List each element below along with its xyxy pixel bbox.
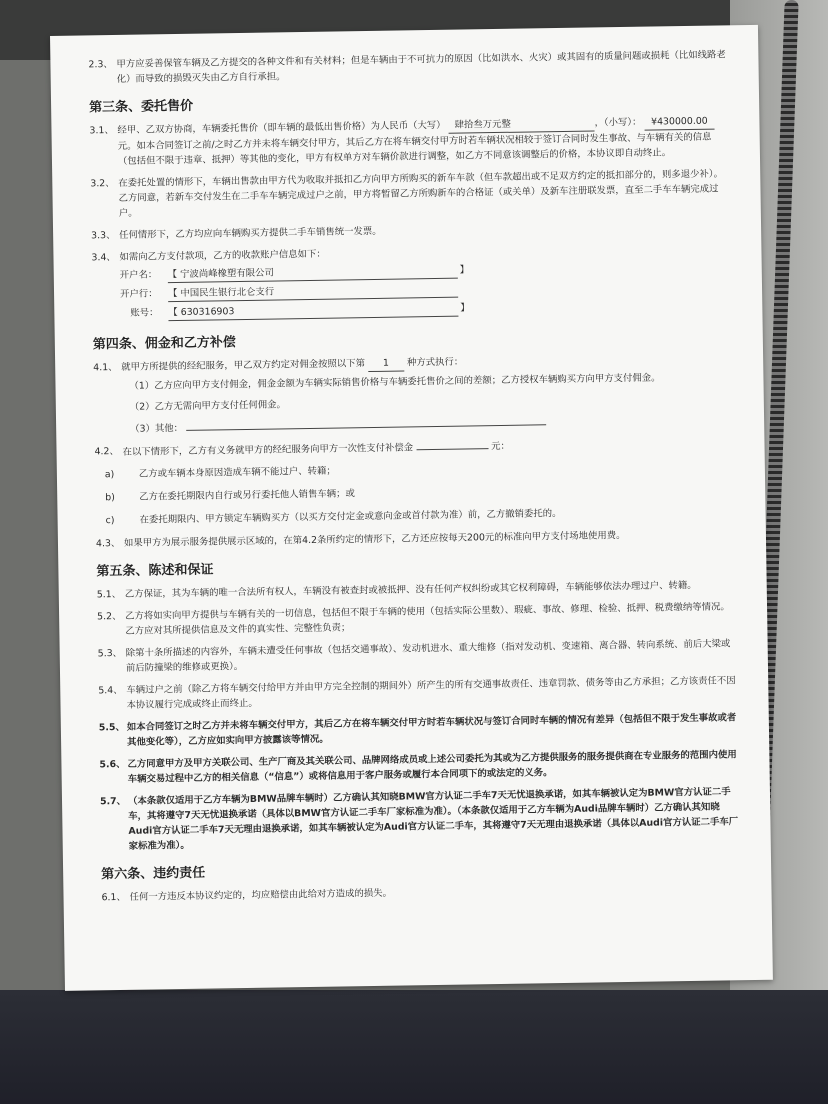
clause-number: 2.3、 — [88, 59, 113, 71]
item-text: 乙方在委托期限内自行或另行委托他人销售车辆；或 — [139, 488, 355, 503]
clause-number: 5.1、 — [96, 588, 122, 601]
clause-text: 除第十条所描述的内容外，车辆未遭受任何事故（包括交通事故）、发动机进水、重大维修（指对发动机、变速箱、离合器、转向系统、前后大梁或前后防撞梁的维修或更换）。 — [125, 638, 731, 674]
compensation-amount-field — [416, 438, 488, 450]
account-number-value: 【 630316903 — [168, 301, 458, 322]
clause-text: 元。如本合同签订之前/之时乙方并未将车辆交付甲方，其后乙方在将车辆交付甲方时若车辆状况相较于签订合同时发生事故、与车辆有关的信息（包括但不限于违章、抵押）等其他的变化，甲方有权单方对车辆价款进行调整，如乙方不同意该调整后的价格，本协议即自动终止。 — [117, 131, 712, 167]
commission-option-2: （2）乙方无需向甲方支付任何佣金。 — [129, 399, 286, 413]
item-text: 乙方或车辆本身原因造成车辆不能过户、转籍； — [138, 465, 336, 480]
account-number-label: 账号： — [130, 307, 159, 319]
clause-4-3 — [96, 526, 736, 551]
clause-4-2-item-c — [96, 503, 736, 528]
clause-text: （本条款仅适用于乙方车辆为BMW品牌车辆时）乙方确认其知晓BMW官方认证二手车7天无忧退换承诺，如其车辆被认定为BMW官方认证二手车，其将遵守7天无忧退换承诺（具体以BMW官方认证二手车厂家标准为准）。（本条款仅适用于乙方车辆为Audi品牌车辆时）乙方确认其知晓Audi官方认证二手车7天无理由退换承诺，如其车辆被认定为Audi官方认证二手车，其将遵守7天无理由退换承诺（具体以Audi官方认证二手车厂家标准为准）。 — [127, 786, 739, 852]
clause-number: 4.2、 — [94, 445, 119, 458]
clause-text: 乙方保证，其为车辆的唯一合法所有权人，车辆没有被查封或被抵押、没有任何产权纠纷或其它权利障碍，车辆能够依法办理过户、转籍。 — [124, 579, 697, 600]
clause-3-1 — [89, 113, 730, 169]
clause-text: 就甲方所提供的经纪服务，甲乙双方约定对佣金按照以下第 — [121, 358, 366, 373]
clause-text: ，（小写）： — [594, 116, 642, 129]
clause-text: 如果甲方为展示服务提供展示区域的，在第4.2条所约定的情形下，乙方还应按每天200元的标准向甲方支付场地使用费。 — [123, 530, 626, 549]
clause-number: 4.3、 — [95, 537, 121, 550]
clause-number: 6.1、 — [101, 891, 126, 904]
clause-5-7 — [100, 784, 741, 854]
clause-text: 种方式执行： — [406, 356, 464, 369]
clause-5-1 — [97, 577, 737, 602]
clause-4-2 — [94, 434, 734, 460]
commission-option-1: （1）乙方应向甲方支付佣金，佣金金额为车辆实际销售价格与车辆委托售价之间的差额；乙方授权车辆购买方向甲方支付佣金。 — [129, 372, 661, 392]
clause-number: 5.6、 — [99, 758, 126, 771]
section-5-title: 第五条、陈述和保证 — [96, 562, 214, 580]
other-blank-line — [186, 414, 546, 431]
clause-number: 4.1、 — [93, 361, 118, 374]
clause-6-1 — [101, 880, 741, 905]
clause-5-3 — [98, 636, 738, 676]
clause-5-2 — [97, 599, 737, 639]
account-name-label: 开户名： — [119, 269, 158, 281]
clause-number: 3.4、 — [91, 251, 116, 264]
section-3-title: 第三条、委托售价 — [89, 98, 194, 116]
clause-text: 任何情形下，乙方均应向车辆购买方提供二手车销售统一发票。 — [119, 225, 382, 241]
clause-5-4 — [98, 673, 738, 713]
clause-4-2-item-a — [95, 457, 735, 482]
clause-5-6 — [99, 747, 739, 787]
item-marker: a) — [104, 469, 115, 481]
clause-text: 甲方应妥善保管车辆及乙方提交的各种文件和有关材料；但是车辆由于不可抗力的原因（比如洪水、火灾）或其固有的质量问题或损耗（比如线路老化）而导致的损毁灭失由乙方自行承担。 — [116, 49, 726, 85]
contract-body — [88, 47, 741, 912]
clause-text: 在委托处置的情形下，车辆出售款由甲方代为收取并抵扣乙方向甲方所购买的新车车款（但车款超出或不足双方约定的抵扣部分的，则多退少补）。乙方同意，若新车交付发生在二手车车辆完成过户之前，甲方将暂留乙方所购新车的合格证（或关单）及新车注册联发票，直至二手车车辆完成过户。 — [118, 168, 724, 219]
clause-text: 元： — [491, 440, 510, 453]
clause-4-2-item-b — [95, 480, 735, 505]
price-words-field: 肆拾叁万元整 — [448, 115, 594, 133]
clause-text: 乙方将如实向甲方提供与车辆有关的一切信息，包括但不限于车辆的使用（包括实际公里数）、瑕疵、事故、修理、检验、抵押、税费缴纳等情况。乙方应对其所提供信息及文件的真实性、完整性负责； — [125, 601, 730, 637]
clause-number: 5.5、 — [98, 721, 125, 734]
clause-text: 如需向乙方支付款项，乙方的收款账户信息如下： — [119, 248, 326, 263]
clause-text: 任何一方违反本协议约定的，均应赔偿由此给对方造成的损失。 — [129, 887, 393, 903]
clause-number: 5.2、 — [97, 610, 122, 623]
item-text: 在委托期限内、甲方锁定车辆购买方（以买方交付定金或意向金或首付款为准）前，乙方撤销委托的。 — [139, 508, 562, 526]
section-6-title: 第六条、违约责任 — [101, 865, 206, 883]
clause-3-3 — [91, 218, 731, 243]
bank-branch-label: 开户行： — [119, 288, 158, 300]
clause-number: 5.4、 — [98, 684, 123, 697]
section-4-title: 第四条、佣金和乙方补偿 — [92, 335, 236, 353]
background-bottom — [0, 990, 828, 1104]
bracket-close: 】 — [459, 264, 470, 276]
clause-text: 经甲、乙双方协商，车辆委托售价（即车辆的最低出售价格）为人民币（大写） — [117, 119, 446, 136]
clause-number: 3.2、 — [90, 178, 115, 190]
item-marker: c) — [105, 515, 115, 527]
item-marker: b) — [105, 492, 115, 504]
clause-text: 乙方同意甲方及甲方关联公司、生产厂商及其关联公司、品牌网络成员或上述公司委托为其或为乙方提供服务的服务提供商在专业服务的范围内使用车辆交易过程中乙方的相关信息（“信息”）或将信息用于客户服务或履行本合同项下的或法定的义务。 — [127, 749, 737, 785]
bracket-close: 】 — [460, 302, 470, 314]
commission-option-field: 1 — [368, 355, 404, 372]
contract-page — [50, 25, 773, 991]
clause-text: 在以下情形下，乙方有义务就甲方的经纪服务向甲方一次性支付补偿金 — [122, 442, 414, 458]
bank-branch-value: 【 中国民生银行北仑支行 — [168, 282, 458, 303]
clause-number: 3.3、 — [91, 229, 116, 242]
clause-number: 5.3、 — [97, 647, 123, 660]
clause-5-5 — [99, 710, 739, 750]
clause-4-1 — [93, 350, 734, 437]
clause-3-2 — [90, 166, 731, 221]
clause-2-3 — [88, 47, 728, 87]
account-name-value: 【 宁波尚峰橡塑有限公司 — [168, 263, 458, 284]
clause-number: 5.7、 — [99, 795, 127, 808]
clause-number: 3.1、 — [89, 125, 114, 137]
commission-option-3: （3）其他： — [130, 422, 184, 435]
price-digits-field: ¥430000.00 — [644, 114, 714, 131]
clause-text: 车辆过户之前（除乙方将车辆交付给甲方并由甲方完全控制的期间外）所产生的所有交通事故责任、违章罚款、债务等由乙方承担；乙方该责任不因本协议履行完成或终止而终止。 — [126, 675, 736, 711]
clause-text: 如本合同签订之时乙方并未将车辆交付甲方，其后乙方在将车辆交付甲方时若车辆状况与签订合同时车辆的情况有差异（包括但不限于发生事故或者其他变化等），乙方应如实向甲方披露该等情况。 — [126, 712, 737, 748]
